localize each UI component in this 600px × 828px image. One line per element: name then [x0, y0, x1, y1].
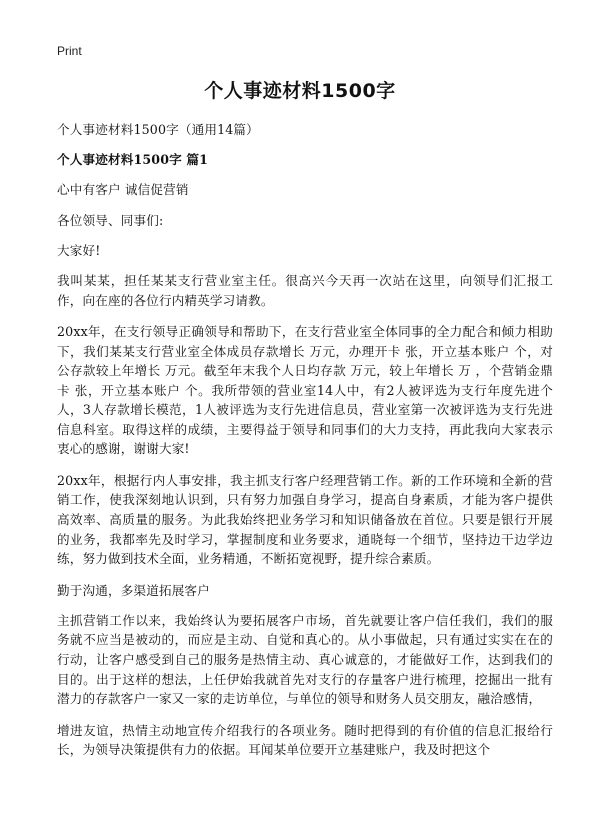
learning-paragraph: 20xx年，根据行内人事安排，我主抓支行客户经理营销工作。新的工作环境和全新的营销工作，使我深刻地认识到，只有努力加强自身学习，提高自身素质，才能为客户提供高效率、高质量的服务。为此我始终把业务学习和知识储备放在首位。只要是银行开展的业务，我都率先及时学习，掌握制度和业务要求，通晓每一个细节，坚持边干边学边练，努力做到技术全面，业务精通，不断拓宽视野，提升综合素质。 — [57, 472, 553, 567]
section-heading: 个人事迹材料1500字 篇1 — [57, 152, 209, 168]
document-body — [57, 120, 553, 770]
achievements-paragraph: 20xx年，在支行领导正确领导和帮助下，在支行营业室全体同事的全力配合和倾力相助下，我们某某支行营业室全体成员存款增长 万元，办理开卡 张，开立基本账户 个，对公存款较上年增长 万元。截至年末我个人日均存款 万元，较上年增长 万 ，个营销金鼎卡 张，开立基本账户 个。我所带领的营业室14人中，有2人被评选为支行年度先进个人，3人存款增长模范，1人被评选为支行先进信息员，营业室第一次被评选为支行先进信息科室。取得这样的成绩，主要得益于领导和同事们的大力支持，再此我向大家表示衷心的感谢，谢谢大家! — [57, 323, 553, 457]
subheading-communication: 勤于沟通，多渠道拓展客户 — [57, 582, 210, 598]
salutation: 各位领导、同事们: — [57, 212, 164, 228]
document-title: 个人事迹材料1500字 — [204, 80, 396, 102]
greeting: 大家好! — [57, 242, 101, 258]
marketing-paragraph: 主抓营销工作以来，我始终认为要拓展客户市场，首先就要让客户信任我们，我们的服务就不应当是被动的，而应是主动、自觉和真心的。从小事做起，只有通过实实在在的行动，让客户感受到自己的服务是热情主动、真心诚意的，才能做好工作，达到我们的目的。出于这样的想法，上任伊始我就首先对支行的存量客户进行梳理，挖掘出一批有潜力的存款客户一家又一家的走访单位，与单位的领导和财务人员交朋友，融洽感情， — [57, 612, 553, 707]
intro-paragraph: 我叫某某，担任某某支行营业室主任。很高兴今天再一次站在这里，向领导们汇报工作，向在座的各位行内精英学习请教。 — [57, 272, 553, 308]
print-label: Print — [57, 44, 82, 58]
speech-title: 心中有客户 诚信促营销 — [57, 182, 189, 198]
friendship-paragraph: 增进友谊，热情主动地宣传介绍我行的各项业务。随时把得到的有价值的信息汇报给行长，为领导决策提供有力的依据。耳闻某单位要开立基建账户，我及时把这个 — [57, 722, 553, 758]
document-subtitle: 个人事迹材料1500字（通用14篇） — [57, 122, 259, 137]
